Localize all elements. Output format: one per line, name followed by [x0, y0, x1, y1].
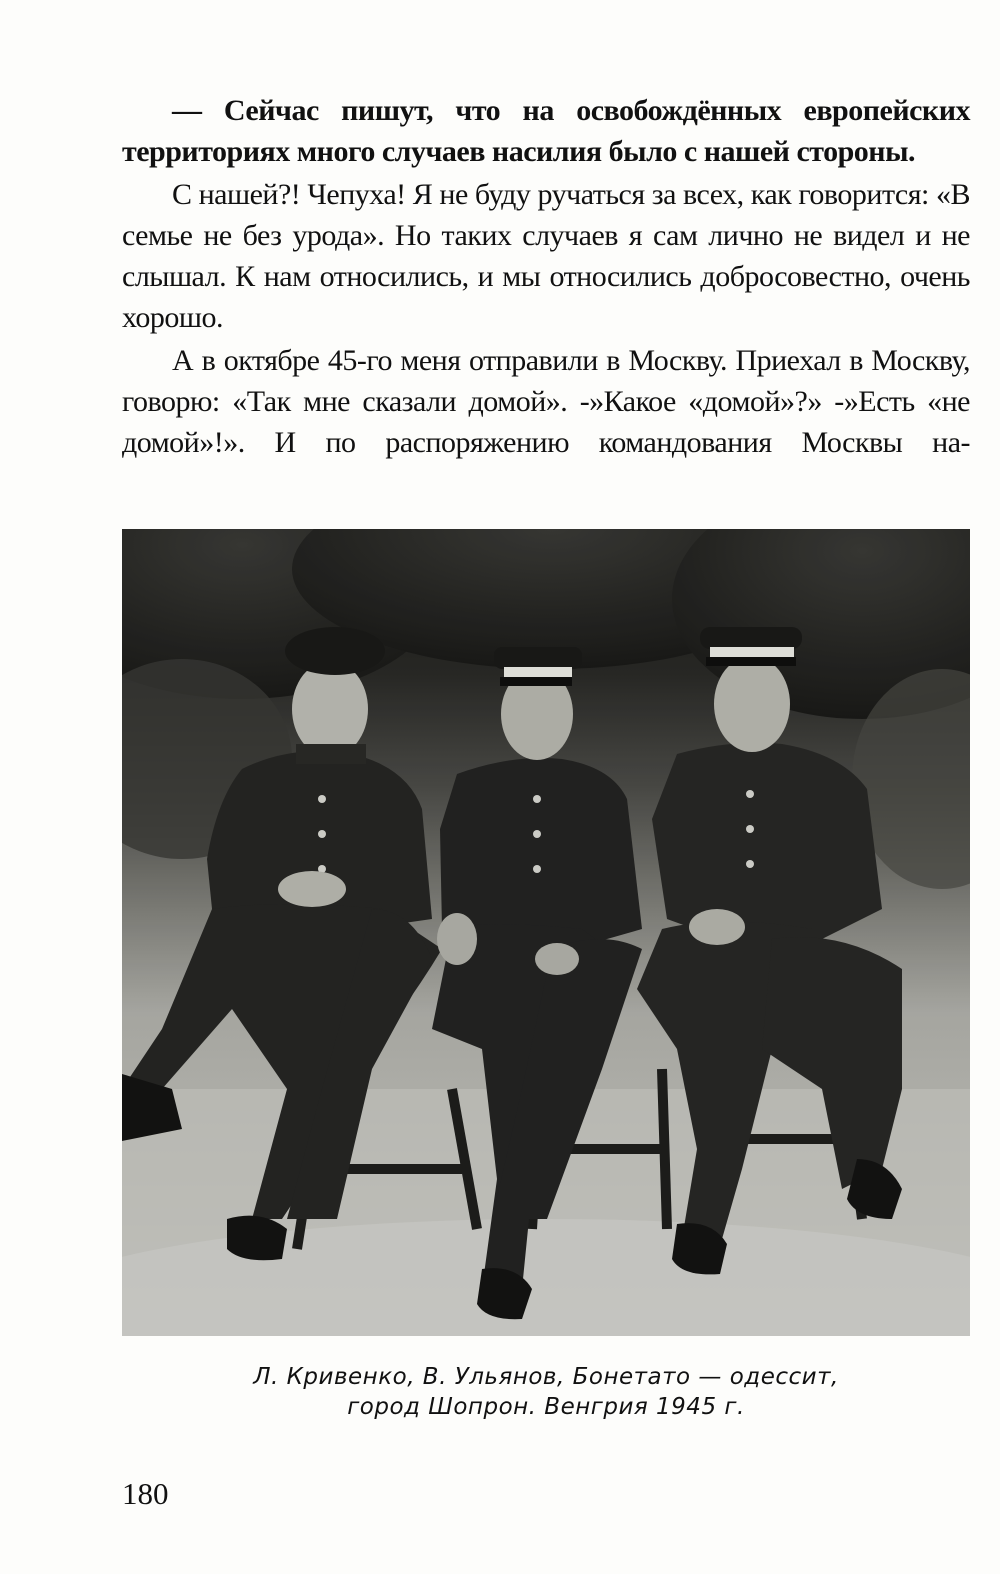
page-number: 180	[122, 1476, 169, 1511]
body-text	[122, 90, 970, 463]
caption-line-2: город Шопрон. Венгрия 1945 г.	[347, 1394, 745, 1420]
photo-three-soldiers-seated	[122, 529, 970, 1336]
photo-caption	[122, 1362, 970, 1422]
caption-line-1: Л. Кривенко, В. Ульянов, Бонетато — одессит,	[253, 1364, 839, 1390]
answer-paragraph: С нашей?! Чепуха! Я не буду ручаться за всех, как говорится: «В семье не без урода». Но таких случаев я сам лично не видел и не слышал. К нам относились, и мы относились добросовестно, очень хорошо.	[122, 178, 970, 334]
historical-photo	[122, 529, 970, 1336]
interview-question: — Сейчас пишут, что на освобождённых европейских территориях много случаев насилия было с нашей стороны.	[122, 94, 970, 168]
continuation-paragraph: А в октябре 45-го меня отправили в Москву. Приехал в Москву, говорю: «Так мне сказали домой». -»Какое «домой»?» -»Есть «не домой»!». И по распоряжению командования Москвы на-	[122, 344, 970, 459]
